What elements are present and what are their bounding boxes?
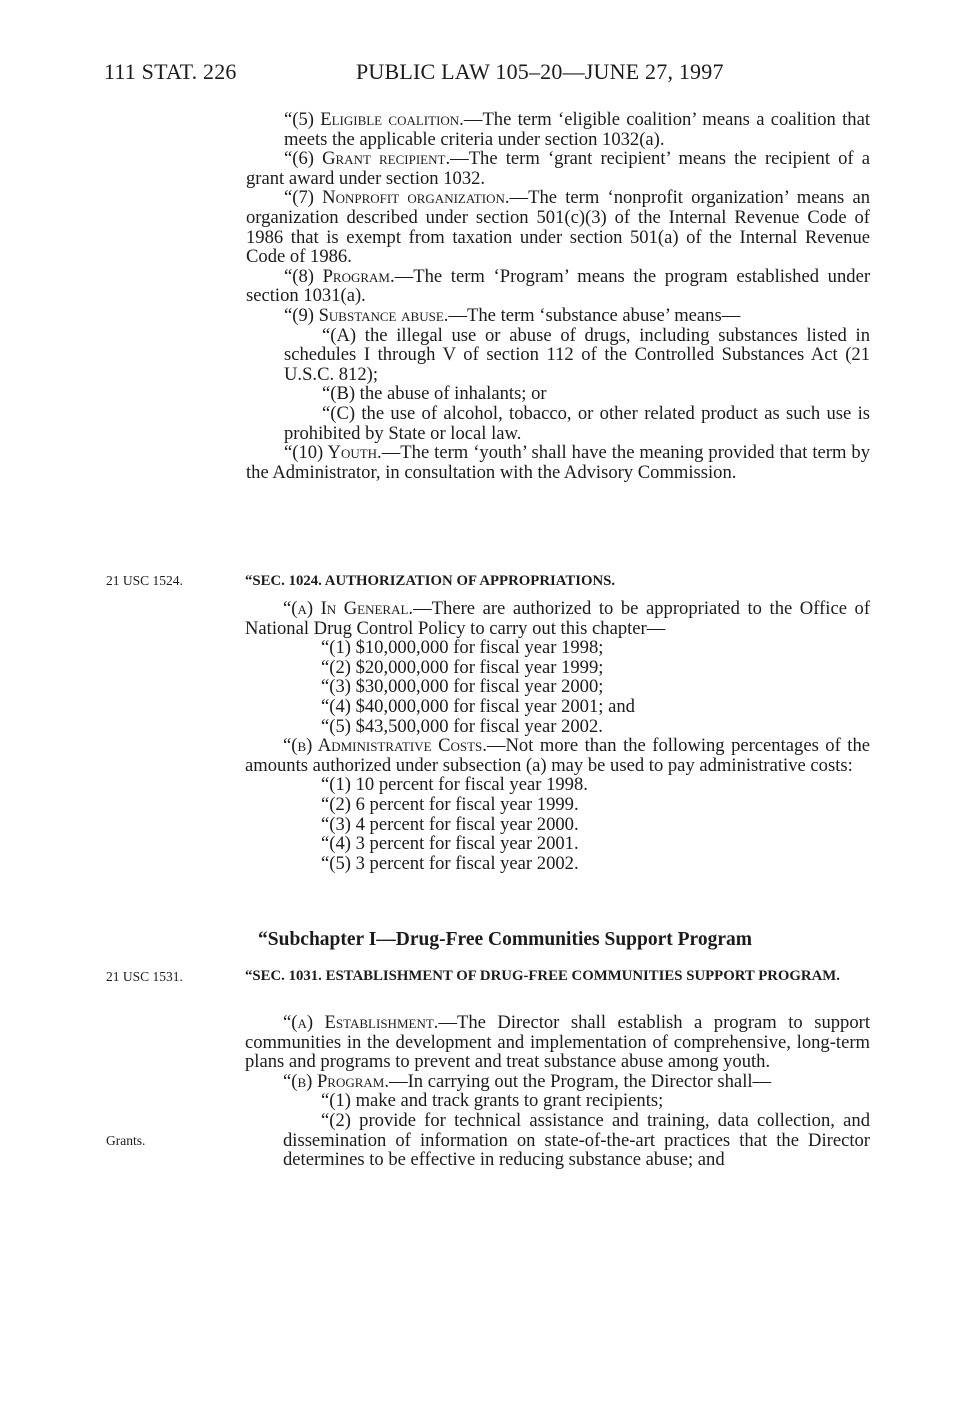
appropriation-item: “(4) $40,000,000 for fiscal year 2001; and — [321, 695, 635, 717]
program-duty-item: “(1) make and track grants to grant recipients; — [321, 1090, 664, 1112]
definition-9-b: “(B) the abuse of inhalants; or — [322, 383, 547, 405]
appropriation-item: “(2) $20,000,000 for fiscal year 1999; — [321, 656, 604, 678]
admin-costs-list — [245, 775, 870, 873]
definition-9-a: “(A) the illegal use or abuse of drugs, including substances listed in schedules I through V of section 112 of the Controlled Substances Act (21 U.S.C. 812); — [284, 324, 870, 385]
section-1024-heading: “SEC. 1024. AUTHORIZATION OF APPROPRIATIONS. — [245, 573, 616, 589]
admin-cost-item: “(5) 3 percent for fiscal year 2002. — [321, 852, 579, 874]
appropriation-item: “(5) $43,500,000 for fiscal year 2002. — [321, 715, 603, 737]
definitions-block — [246, 109, 871, 483]
margin-note-usc-1524: 21 USC 1524. — [106, 573, 183, 588]
appropriation-item: “(3) $30,000,000 for fiscal year 2000; — [321, 676, 604, 698]
section-1031-body — [245, 1013, 870, 1170]
definition-9: “(9) Substance abuse.—The term ‘substance abuse’ means— — [284, 304, 741, 326]
admin-cost-item: “(2) 6 percent for fiscal year 1999. — [321, 793, 579, 815]
definition-9-c: “(C) the use of alcohol, tobacco, or other related product as such use is prohibited by State or local law. — [284, 402, 870, 444]
section-1031-heading: “SEC. 1031. ESTABLISHMENT OF DRUG-FREE COMMUNITIES SUPPORT PROGRAM. — [245, 968, 840, 984]
page-running-title: PUBLIC LAW 105–20—JUNE 27, 1997 — [356, 59, 724, 84]
page-stat-citation: 111 STAT. 226 — [104, 59, 237, 84]
definition-10: “(10) Youth.—The term ‘youth’ shall have the meaning provided that term by the Administrator, in consultation with the Advisory Commission. — [246, 442, 870, 483]
definition-6: “(6) Grant recipient.—The term ‘grant recipient’ means the recipient of a grant award under section 1032. — [246, 148, 870, 189]
subchapter-heading: “Subchapter I—Drug-Free Communities Support Program — [258, 929, 752, 950]
margin-note-usc-1531: 21 USC 1531. — [106, 969, 183, 984]
admin-cost-item: “(1) 10 percent for fiscal year 1998. — [321, 774, 588, 796]
definition-7: “(7) Nonprofit organization.—The term ‘nonprofit organization’ means an organization described under section 501(c)(3) of the Internal Revenue Code of 1986 that is exempt from taxation under section 501(a) of the Internal Revenue Code of 1986. — [246, 187, 871, 268]
section-1031-subsection-b: “(b) Program.—In carrying out the Program, the Director shall— — [283, 1070, 772, 1092]
program-duty-item: “(2) provide for technical assistance and training, data collection, and dissemination of information on state-of-the-art practices that the Director determines to be effective in reducing substance abuse; and — [283, 1109, 870, 1171]
admin-cost-item: “(3) 4 percent for fiscal year 2000. — [321, 813, 579, 835]
appropriation-item: “(1) $10,000,000 for fiscal year 1998; — [321, 637, 604, 659]
appropriations-list — [245, 638, 870, 736]
margin-note-grants: Grants. — [106, 1133, 146, 1148]
section-1031-subsection-a: “(a) Establishment.—The Director shall establish a program to support communities in the development and implementation of comprehensive, long-term plans and programs to prevent and treat substance abuse among youth. — [245, 1012, 870, 1073]
section-1024-subsection-a: “(a) In General.—There are authorized to be appropriated to the Office of National Drug Control Policy to carry out this chapter— — [245, 598, 871, 639]
section-1024-body — [245, 599, 870, 873]
definition-8: “(8) Program.—The term ‘Program’ means the program established under section 1031(a). — [246, 265, 871, 307]
section-1024-subsection-b: “(b) Administrative Costs.—Not more than the following percentages of the amounts authorized under subsection (a) may be used to pay administrative costs: — [245, 735, 870, 776]
admin-cost-item: “(4) 3 percent for fiscal year 2001. — [321, 833, 579, 855]
definition-5: “(5) Eligible coalition.—The term ‘eligible coalition’ means a coalition that meets the applicable criteria under section 1032(a). — [284, 109, 871, 150]
